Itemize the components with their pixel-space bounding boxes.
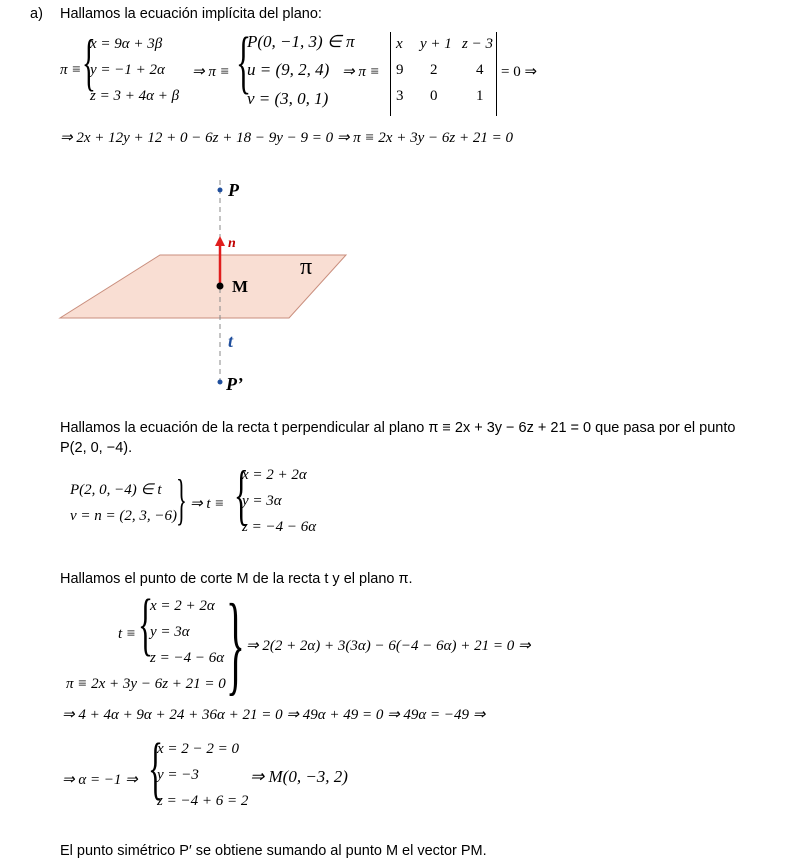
solve-alpha: ⇒ 4 + 4α + 9α + 24 + 36α + 21 = 0 ⇒ 49α + 49 = 0 ⇒ 49α = −49 ⇒ — [62, 707, 486, 723]
det-cell: 9 — [396, 62, 404, 78]
plane-expansion: ⇒ 2x + 12y + 12 + 0 − 6z + 18 − 9y − 9 = 0 ⇒ π ≡ 2x + 3y − 6z + 21 = 0 — [60, 130, 513, 146]
det-cell: y + 1 — [420, 36, 452, 52]
param-brace: { — [82, 26, 96, 97]
det-cell: 3 — [396, 88, 404, 104]
param-eq2: y = −1 + 2α — [90, 62, 165, 78]
intersect-left-brace: { — [138, 586, 154, 663]
line-t-left-brace: { — [234, 456, 249, 532]
normal-arrowhead — [215, 236, 225, 246]
intersect-result: ⇒ 2(2 + 2α) + 3(3α) − 6(−4 − 6α) + 21 = 0 ⇒ — [246, 638, 531, 654]
line-t-eq3: z = −4 − 6α — [242, 519, 317, 535]
plane-diagram — [0, 170, 380, 400]
point-m-eq3: z = −4 + 6 = 2 — [157, 793, 249, 809]
line-t-point: P(2, 0, −4) ∈ t — [70, 482, 162, 498]
label-n: n — [228, 236, 236, 251]
label-pi: π — [300, 254, 313, 280]
plane-vector-v: v = (3, 0, 1) — [247, 89, 329, 108]
param-arrow1: ⇒ π ≡ — [192, 64, 230, 80]
det-cell: 0 — [430, 88, 438, 104]
plane-point: P(0, −1, 3) ∈ π — [247, 32, 355, 51]
det-cell: 1 — [476, 88, 484, 104]
para-perpendicular-line1: Hallamos la ecuación de la recta t perpendicular al plano π ≡ 2x + 3y − 6z + 21 = 0 que pasa por el punto — [60, 420, 736, 436]
param-arrow2: ⇒ π ≡ — [342, 64, 380, 80]
line-t-right-brace: } — [176, 469, 187, 531]
point-m-dot — [217, 283, 224, 290]
det-cell: z − 3 — [462, 36, 493, 52]
intersect-eq2: y = 3α — [150, 624, 190, 640]
para-perpendicular-line2: P(2, 0, −4). — [60, 440, 133, 456]
point-m-result: ⇒ M(0, −3, 2) — [250, 767, 348, 786]
param-eq1: x = 9α + 3β — [90, 36, 163, 52]
det-cell: 4 — [476, 62, 484, 78]
intersect-lhs: t ≡ — [118, 626, 137, 642]
intersect-right-brace: } — [226, 582, 245, 706]
point-m-eq2: y = −3 — [157, 767, 199, 783]
intersect-eq1: x = 2 + 2α — [150, 598, 215, 614]
label-p: P — [228, 180, 239, 200]
intersect-plane: π ≡ 2x + 3y − 6z + 21 = 0 — [66, 676, 226, 692]
line-t-arrow: ⇒ t ≡ — [190, 496, 225, 512]
det-left-bar — [390, 32, 391, 116]
line-t-vector: v = n = (2, 3, −6) — [70, 508, 178, 524]
plane-vector-u: u = (9, 2, 4) — [247, 60, 330, 79]
det-result: = 0 ⇒ — [501, 64, 538, 80]
det-cell: 2 — [430, 62, 438, 78]
point-p-dot — [218, 188, 223, 193]
param-lhs: π ≡ — [60, 62, 82, 78]
intersect-eq3: z = −4 − 6α — [150, 650, 225, 666]
param-eq3: z = 3 + 4α + β — [90, 88, 180, 104]
line-t-eq2: y = 3α — [242, 493, 282, 509]
section-heading: Hallamos la ecuación implícita del plano: — [60, 6, 322, 22]
vector-brace: { — [236, 24, 252, 101]
det-cell: x — [396, 36, 403, 52]
point-m-eq1: x = 2 − 2 = 0 — [157, 741, 240, 757]
label-m: M — [232, 277, 249, 296]
line-t-eq1: x = 2 + 2α — [242, 467, 307, 483]
para-intersection: Hallamos el punto de corte M de la recta t y el plano π. — [60, 571, 413, 587]
point-m-alpha: ⇒ α = −1 ⇒ — [62, 772, 138, 788]
label-pp: P’ — [226, 374, 243, 394]
point-pp-dot — [218, 380, 223, 385]
label-t: t — [228, 331, 234, 351]
section-label: a) — [30, 6, 43, 22]
point-m-brace: { — [148, 730, 164, 807]
para-symmetric: El punto simétrico P′ se obtiene sumando al punto M el vector PM. — [60, 843, 487, 859]
det-right-bar — [496, 32, 497, 116]
